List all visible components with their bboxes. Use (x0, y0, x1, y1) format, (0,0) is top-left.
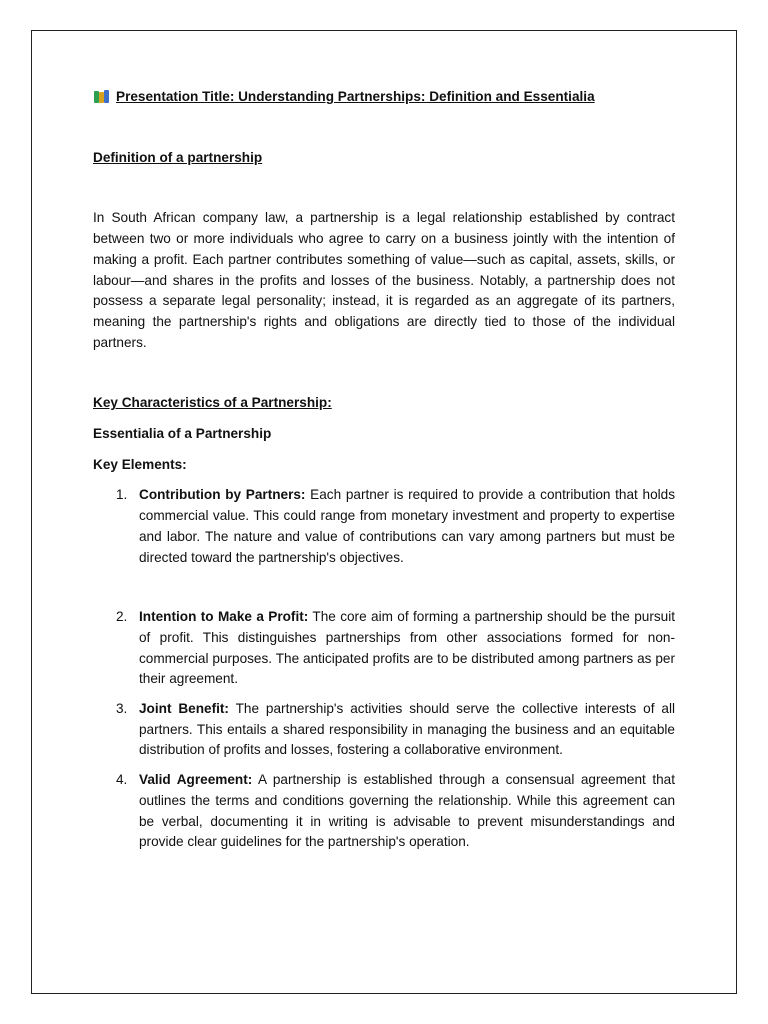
list-item-number: 1. (116, 487, 128, 503)
essentialia-heading: Essentialia of a Partnership (93, 426, 272, 442)
list-item-title: Intention to Make a Profit: (139, 609, 309, 625)
key-elements-heading: Key Elements: (93, 456, 187, 472)
list-item (93, 770, 675, 853)
list-item-text: The core aim of forming a partnership should be the pursuit of profit. This distinguishes partnerships from other associations formed for non-commercial purposes. The anticipated profits are to be distributed among partners as per their agreement. (139, 609, 675, 687)
document-body (93, 87, 675, 853)
list-item-number: 4. (116, 772, 128, 788)
list-item (93, 699, 675, 761)
list-item-number: 2. (116, 609, 128, 625)
list-item (93, 485, 675, 568)
list-item-text: Each partner is required to provide a contribution that holds commercial value. This could range from monetary investment and property to expertise and labor. The nature and value of contributions can vary among partners but must be directed toward the partnership's objectives. (139, 487, 676, 565)
key-characteristics-heading: Key Characteristics of a Partnership: (93, 395, 332, 411)
list-item-number: 3. (116, 701, 128, 717)
list-item-text: The partnership's activities should serve the collective interests of all partners. This entails a shared responsibility in managing the business and an equitable distribution of profits and losses, fostering a collaborative environment. (139, 701, 675, 758)
list-item-title: Valid Agreement: (139, 772, 253, 788)
definition-heading: Definition of a partnership (93, 149, 263, 165)
list-item-title: Contribution by Partners: (139, 487, 306, 503)
document-title (93, 87, 675, 108)
list-item-title: Joint Benefit: (139, 701, 229, 717)
books-icon (93, 90, 110, 104)
definition-paragraph: In South African company law, a partnership is a legal relationship established by contract between two or more individuals who agree to carry on a business jointly with the intention of making a profit. Each partner contributes something of value—such as capital, assets, skills, or labour—and shares in the profits and losses of the business. Notably, a partnership does not possess a separate legal personality; instead, it is regarded as an aggregate of its partners, meaning the partnership's rights and obligations are directly tied to those of the individual partners. (93, 210, 675, 350)
list-item-text: A partnership is established through a consensual agreement that outlines the terms and conditions governing the relationship. While this agreement can be verbal, documenting it in writing is advisable to prevent misunderstandings and provide clear guidelines for the partnership's operation. (139, 772, 675, 850)
key-elements-list (93, 485, 675, 853)
document-title-text: Presentation Title: Understanding Partnerships: Definition and Essentialia (116, 89, 595, 104)
list-item (93, 607, 675, 690)
